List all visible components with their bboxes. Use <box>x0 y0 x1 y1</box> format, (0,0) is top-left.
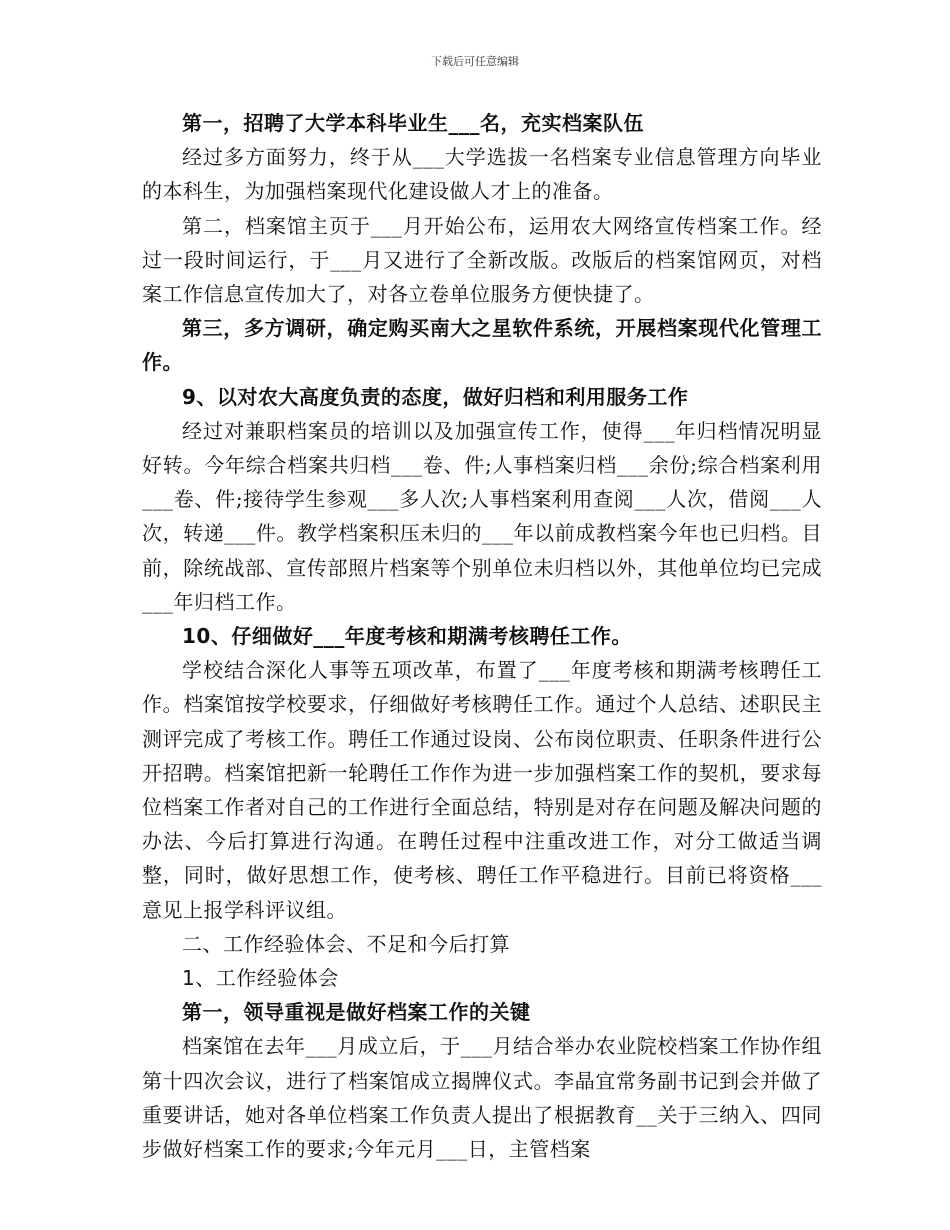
page-header: 下载后可任意编辑 <box>431 55 519 68</box>
chapter-heading-2: 二、工作经验体会、不足和今后打算 <box>182 931 510 956</box>
paragraph-4: 第三，多方调研，确定购买南大之星软件系统，开展档案现代化管理工作。 <box>142 316 822 375</box>
paragraph-6: 经过对兼职档案员的培训以及加强宣传工作，使得___年归档情况明显好转。今年综合档案共归档___卷、件;人事档案归档___余份;综合档案利用___卷、件;接待学生参观___多人次;人事档案利用查阅___人次，借阅___人次，转递___件。教学档案积压未归的___年以前成教档案今年也已归档。目前，除统战部、宣传部照片档案等个别单位未归档以外，其他单位均已完成___年归档工作。 <box>142 418 822 614</box>
section-heading-9: 9、以对农大高度负责的态度，做好归档和利用服务工作 <box>182 384 689 409</box>
paragraph-8: 学校结合深化人事等五项改革，布置了___年度考核和期满考核聘任工作。档案馆按学校要求，仔细做好考核聘任工作。通过个人总结、述职民主测评完成了考核工作。聘任工作通过设岗、公布岗位职责、任职条件进行公开招聘。档案馆把新一轮聘任工作作为进一步加强档案工作的契机，要求每位档案工作者对自己的工作进行全面总结，特别是对存在问题及解决问题的办法、今后打算进行沟通。在聘任过程中注重改进工作，对分工做适当调整，同时，做好思想工作，使考核、聘任工作平稳进行。目前已将资格___意见上报学科评议组。 <box>142 658 822 922</box>
paragraph-1: 第一，招聘了大学本科毕业生___名，充实档案队伍 <box>182 111 644 135</box>
section-heading-10: 10、仔细做好___年度考核和期满考核聘任工作。 <box>182 624 632 649</box>
subsection-heading-1: 1、工作经验体会 <box>182 966 339 991</box>
paragraph-3: 第二，档案馆主页于___月开始公布，运用农大网络宣传档案工作。经过一段时间运行，于___月又进行了全新改版。改版后的档案馆网页，对档案工作信息宣传加大了，对各立卷单位服务方便快捷了。 <box>142 213 822 307</box>
paragraph-11: 第一，领导重视是做好档案工作的关键 <box>182 1000 531 1025</box>
document-body <box>142 106 822 1166</box>
paragraph-12: 档案馆在去年___月成立后，于___月结合举办农业院校档案工作协作组第十四次会议，进行了档案馆成立揭牌仪式。李晶宜常务副书记到会并做了重要讲话，她对各单位档案工作负责人提出了根据教育__关于三纳入、四同步做好档案工作的要求;今年元月___日，主管档案 <box>142 1034 822 1162</box>
paragraph-2: 经过多方面努力，终于从___大学选拔一名档案专业信息管理方向毕业的本科生，为加强档案现代化建设做人才上的准备。 <box>142 145 822 204</box>
